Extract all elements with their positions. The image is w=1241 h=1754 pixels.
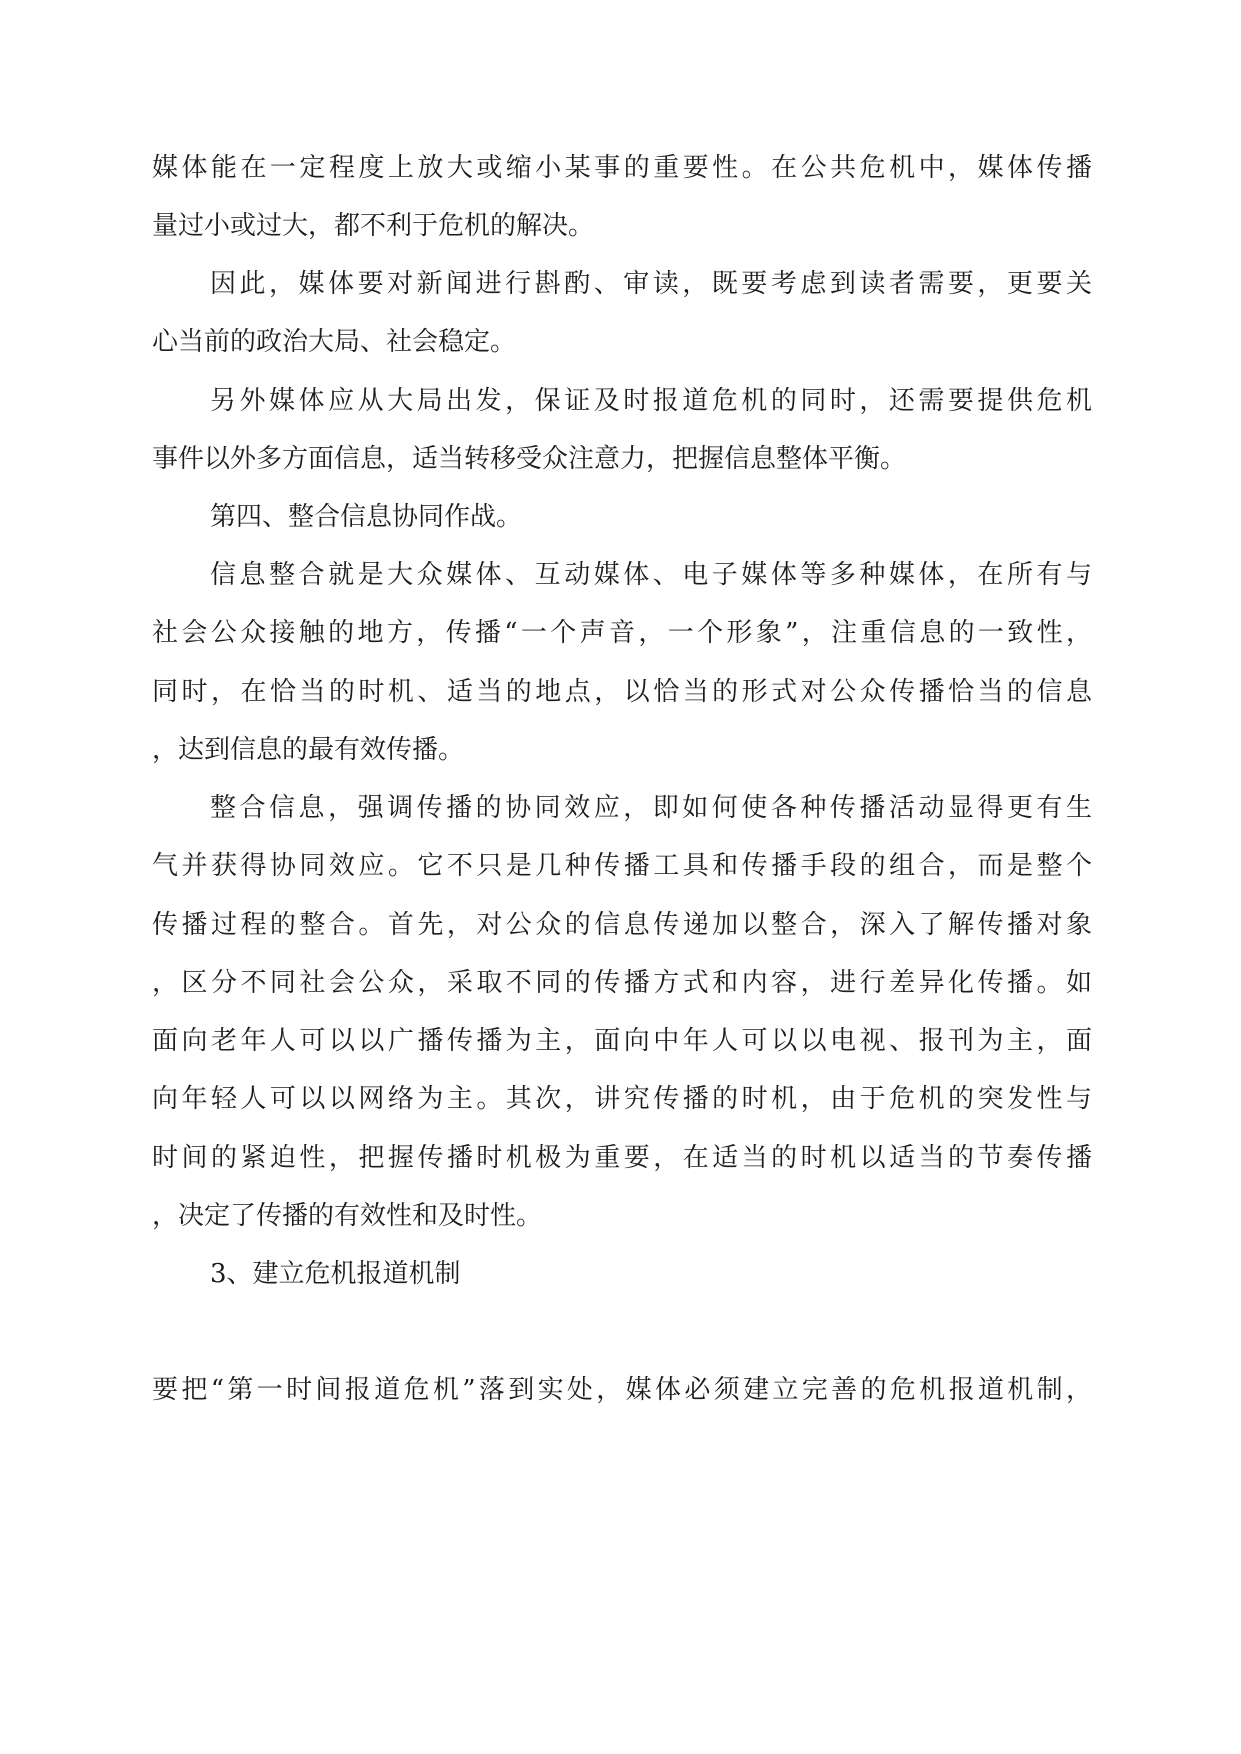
text-line: 量过小或过大，都不利于危机的解决。 xyxy=(152,211,595,241)
text-line: ，达到信息的最有效传播。 xyxy=(152,735,465,765)
text-line: 要把“第一时间报道危机”落到实处，媒体必须建立完善的危机报道机制， xyxy=(152,1375,1092,1405)
text-line: 向年轻人可以以网络为主。其次，讲究传播的时机，由于危机的突发性与 xyxy=(152,1084,1092,1114)
text-line: ，区分不同社会公众，采取不同的传播方式和内容，进行差异化传播。如 xyxy=(152,968,1092,998)
text-line: ，决定了传播的有效性和及时性。 xyxy=(152,1201,543,1231)
text-line: 整合信息，强调传播的协同效应，即如何使各种传播活动显得更有生 xyxy=(210,793,1092,823)
text-line: 社会公众接触的地方，传播“一个声音，一个形象”，注重信息的一致性， xyxy=(152,618,1092,648)
text-line: 事件以外多方面信息，适当转移受众注意力，把握信息整体平衡。 xyxy=(152,444,907,474)
section-heading: 第四、整合信息协同作战。 xyxy=(210,502,523,532)
text-line: 因此，媒体要对新闻进行斟酌、审读，既要考虑到读者需要，更要关 xyxy=(210,269,1092,299)
text-line: 信息整合就是大众媒体、互动媒体、电子媒体等多种媒体，在所有与 xyxy=(210,560,1092,590)
text-line: 另外媒体应从大局出发，保证及时报道危机的同时，还需要提供危机 xyxy=(210,386,1092,416)
text-line: 时间的紧迫性，把握传播时机极为重要，在适当的时机以适当的节奏传播 xyxy=(152,1143,1092,1173)
text-line: 气并获得协同效应。它不只是几种传播工具和传播手段的组合，而是整个 xyxy=(152,851,1092,881)
text-line: 传播过程的整合。首先，对公众的信息传递加以整合，深入了解传播对象 xyxy=(152,910,1092,940)
section-heading: 3、建立危机报道机制 xyxy=(210,1259,461,1289)
text-line: 心当前的政治大局、社会稳定。 xyxy=(152,327,517,357)
text-line: 同时，在恰当的时机、适当的地点，以恰当的形式对公众传播恰当的信息 xyxy=(152,677,1092,707)
text-line: 媒体能在一定程度上放大或缩小某事的重要性。在公共危机中，媒体传播 xyxy=(152,153,1092,183)
text-line: 面向老年人可以以广播传播为主，面向中年人可以以电视、报刊为主，面 xyxy=(152,1026,1092,1056)
